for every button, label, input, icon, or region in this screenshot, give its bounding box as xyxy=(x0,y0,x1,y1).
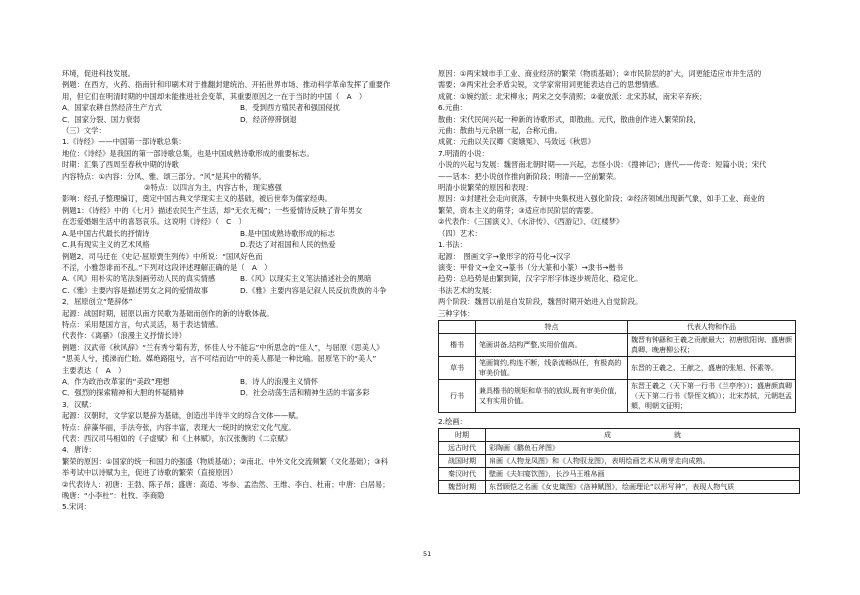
left-column xyxy=(62,68,428,513)
achievement-cell: 帛画《人物龙凤图》和《人物驭龙图》，表明绘画艺术从萌芽走向成熟。 xyxy=(486,455,800,468)
text-line: 起源：汉朝时，文学家以楚辞为基础，创造出半诗半文的综合文体——赋。 xyxy=(62,411,303,421)
text-line: 5.宋词： xyxy=(62,502,91,512)
text-line: 散曲：宋代民间兴起一种新的诗歌形式，即散曲。元代，散曲创作进入繁荣阶段， xyxy=(438,114,701,124)
text-line: ②代表诗人：初唐：王勃、陈子昂；盛唐：高适、岑参、孟浩然、王维、李白、杜甫；中唐：白居易； xyxy=(62,479,390,489)
text-line: 两个阶段：魏晋以前是自发阶段，魏晋时期开始进入自觉阶段。 xyxy=(438,297,643,307)
text-line: 书法艺术的发展： xyxy=(438,285,497,295)
answer-option: A.是中国古代最长的抒情诗 xyxy=(62,228,150,238)
text-line: 繁荣，资本主义的萌芽；③适应市民阶层的需要。 xyxy=(438,205,598,215)
achievement-cell: 彩陶画《鹳鱼石斧图》 xyxy=(486,442,800,455)
answer-options-row xyxy=(62,114,428,125)
script-works: 东晋王羲之（天下第一行书《兰亭序》）；盛唐颜真卿（天下第二行书《祭侄文稿》）；北宋苏轼，元朝赵孟頫，明朝文征明； xyxy=(628,379,796,412)
text-line: 特点：辞藻华丽，手法夸张，内容丰富，表现大一统时的恢宏文化气度。 xyxy=(62,422,296,432)
achievement-cell: 东晋顾恺之名画《女史箴图》《洛神赋图》，绘画理论“以形写神”，表现人物气质 xyxy=(486,481,800,494)
table-row xyxy=(439,481,800,494)
period-cell: 远古时代 xyxy=(439,442,486,455)
text-line: （三）文学： xyxy=(62,126,106,136)
table-row xyxy=(439,356,796,379)
achievement-cell: 壁画《夫妇宴饮图》，长沙马王堆帛画 xyxy=(486,468,800,481)
right-column xyxy=(438,68,808,494)
answer-options-row xyxy=(62,376,428,387)
text-line: 小说的兴起与发展：魏晋南北朝时期——兴起，志怪小说：《搜神记》；唐代——传奇：短篇小说；宋代 xyxy=(438,160,767,170)
answer-option: D．社会动荡生活和精神生活的丰富多彩 xyxy=(240,388,370,398)
answer-option: C．强烈的探索精神和大胆的怀疑精神 xyxy=(62,388,184,398)
answer-options-row xyxy=(62,228,428,239)
answer-options-row xyxy=(62,102,428,113)
painting-heading: 2.绘画： xyxy=(438,416,467,426)
calligraphy-table xyxy=(438,320,796,413)
text-line: 三种字体： xyxy=(438,308,475,318)
text-line: 1.《诗经》——中国第一部诗歌总集： xyxy=(62,137,186,147)
text-line: 晚唐：“小李杜”：杜牧、李商隐 xyxy=(62,491,165,501)
answer-option: D.《雅》主要内容是记叙人民反抗贵族的斗争 xyxy=(240,285,387,295)
script-feature: 兼具楷书的规矩和草书的放纵,既有审美价值，又有实用价值。 xyxy=(476,379,628,412)
page-number: 51 xyxy=(423,550,432,558)
text-line: 成就：①婉约派：北宋柳永；两宋之交李清照；②豪放派：北宋苏轼，南宋辛弃疾； xyxy=(438,91,707,101)
table-row xyxy=(439,468,800,481)
text-line: 起源：战国时期，屈原以南方民歌为基础而创作的新的诗歌体裁。 xyxy=(62,308,274,318)
text-line: 例题：在西方，火药、指南针和印刷术对于推翻封建统治、开拓世界市场、推动科学革命发挥了重要作 xyxy=(62,80,391,90)
text-line: 成就：元曲以关汉卿《窦娥冤》、马致远《秋思》 xyxy=(438,137,595,147)
answer-options-row xyxy=(62,387,428,398)
answer-option: A．作为政治改革家的“美政”理想 xyxy=(62,376,170,386)
painting-table-header xyxy=(439,429,800,442)
answer-options-row xyxy=(62,285,428,296)
script-feature: 笔画讲备,结构严整,实用价值高。 xyxy=(476,333,628,356)
text-line: 代表作：《离骚》（浪漫主义抒情长诗） xyxy=(62,331,187,341)
right-text-block xyxy=(438,68,808,319)
table-header-cell: 特点 xyxy=(476,320,628,333)
script-name: 行书 xyxy=(439,379,476,412)
text-line: 起源： 图画文字→象形字的符号化→汉字 xyxy=(438,251,571,261)
table-row xyxy=(439,442,800,455)
script-feature: 笔画简约,构连不断，线条流畅纵任，有极高的审美价值。 xyxy=(476,356,628,379)
answer-option: B．受到西方殖民者和强国侵扰 xyxy=(240,103,340,113)
period-cell: 战国时期 xyxy=(439,455,486,468)
text-line: 6.元曲： xyxy=(438,103,467,113)
answer-option: B.是中国成熟诗歌形成的标志 xyxy=(240,228,335,238)
answer-option: D．经济停滞倒退 xyxy=(240,114,297,124)
answer-option: B．诗人的浪漫主义情怀 xyxy=(240,376,318,386)
text-line: 3．汉赋： xyxy=(62,399,96,409)
text-line: 元曲：散曲与元杂剧一起，合称元曲。 xyxy=(438,126,563,136)
text-line: （四）艺术： xyxy=(438,228,482,238)
text-line: 主要表达（ A ） xyxy=(62,365,126,375)
text-line: “思美人兮，揽涕而伫眙。媒绝路阻兮，言不可结而诒”中的美人都是一种比喻。屈原笔下的“美人” xyxy=(62,354,377,364)
answer-option: C.《雅》主要内容是描述男女之间的爱情故事 xyxy=(62,285,209,295)
text-line: 需要；③两宋社会矛盾尖锐，文学家常用词更能表达自己的思想情感。 xyxy=(438,80,664,90)
period-cell: 魏晋时期 xyxy=(439,481,486,494)
text-line: 原因：①两宋城市手工业、商业经济的繁荣（物质基础）；②市民阶层的扩大，词更能适应市井生活的 xyxy=(438,69,762,78)
calligraphy-table-header xyxy=(439,320,796,333)
answer-options-row xyxy=(62,239,428,250)
answer-option: C.具有现实主义的艺术风格 xyxy=(62,240,150,250)
text-line: 时期：汇集了西周至春秋中期的诗歌 xyxy=(62,160,179,170)
text-line: 举考试中以诗赋为主，促进了诗歌的繁荣（直接原因） xyxy=(62,468,238,478)
text-line: 地位：《诗经》是我国的第一部诗歌总集，也是中国成熟诗歌形成的重要标志。 xyxy=(62,148,314,158)
text-line: 内容特点：①内容：分风、雅、颂三部分。“风”是其中的精华。 xyxy=(62,171,266,181)
table-row xyxy=(439,379,796,412)
script-works: 魏晋有钟繇和王羲之贡献最大；初唐欧阳询、盛唐颜真卿、晚唐柳公权； xyxy=(628,333,796,356)
text-line: 影响：经孔子整理编订，奠定中国古典文学现实主义的基础，被后世奉为儒家经典。 xyxy=(62,194,332,204)
answer-option: D.表达了对祖国和人民的热爱 xyxy=(240,240,336,250)
table-header-cell: 代表人物和作品 xyxy=(628,320,796,333)
text-line: ——话本：把小说创作推向新阶段；明清——空前繁荣。 xyxy=(438,171,621,181)
table-header-cell: 时期 xyxy=(439,429,486,442)
text-line: 用，但它们在明清时期的中国却未能推进社会变革，其重要原因之一在于当时的中国（ A ） xyxy=(62,91,367,101)
answer-option: A．国家农耕自然经济生产方式 xyxy=(62,103,162,113)
answer-option: A.《风》用朴实的笔法刻画劳动人民的真实情感 xyxy=(62,274,216,284)
text-line: 在恋爱婚姻生活中的喜怒哀乐。这说明《诗经》（ C ） xyxy=(62,217,246,227)
text-line: 明清小说繁荣的原因和表现： xyxy=(438,183,533,193)
text-line: 演变：甲骨文→金文→篆书（分大篆和小篆）→隶书→楷书 xyxy=(438,262,623,272)
text-line: 例题1：《诗经》中的《七月》描述农民生产生活，却“无衣无褐”；一些爱情诗反映了青年男女 xyxy=(62,205,363,215)
text-line: 趋势：总趋势是由繁到简，汉字字形字体逐步规范化、稳定化。 xyxy=(438,274,643,284)
script-works: 东晋的王羲之、王献之，盛唐的张旭、怀素等。 xyxy=(628,356,796,379)
text-line: 4．唐诗： xyxy=(62,445,96,455)
text-line: 例题2．司马迁在《史记·屈原贾生列传》中所说：“国风好色而 xyxy=(62,251,263,261)
table-row xyxy=(439,455,800,468)
text-line: 7.明清的小说： xyxy=(438,148,489,158)
answer-option: C．国家分裂、国力衰弱 xyxy=(62,114,141,124)
text-line: 不淫，小雅怨诽而不乱。”下列对这段评述理解正确的是（ A ） xyxy=(62,262,272,272)
answer-option: B.《风》以现实主义笔法描述社会的黑暗 xyxy=(240,274,372,284)
table-header-cell: 成 就 xyxy=(486,429,800,442)
table-row xyxy=(439,333,796,356)
text-line: 环境，促进科技发展。 xyxy=(62,69,135,78)
text-line: 特点：采用楚国方言，句式灵活，易于表达情感。 xyxy=(62,319,223,329)
text-line: 1.书法： xyxy=(438,240,467,250)
painting-table xyxy=(438,428,800,494)
text-line: ②特点：以四言为主，内容古朴，现实感强 xyxy=(144,183,282,193)
text-line: 繁荣的原因：①国家的统一和国力的强盛（物质基础）；②南北、中外文化交流频繁（文化基础）；③科 xyxy=(62,456,389,466)
period-cell: 秦汉时代 xyxy=(439,468,486,481)
text-line: 例题：汉武帝《秋风辞》“兰有秀兮菊有芳，怀佳人兮不能忘”中所思念的“佳人”，与屈原《思美人》 xyxy=(62,342,384,352)
table-header-cell xyxy=(439,320,476,333)
text-line: 代表：西汉司马相如的《子虚赋》和《上林赋》，东汉张衡的《二京赋》 xyxy=(62,434,292,443)
script-name: 草书 xyxy=(439,356,476,379)
text-line: 原因：①封建社会走向衰落，专制中央集权进入强化阶段；②经济领域出现新气象，如手工业、商业的 xyxy=(438,194,765,204)
answer-options-row xyxy=(62,273,428,284)
script-name: 楷书 xyxy=(439,333,476,356)
text-line: ②代表作：《三国演义》、《水浒传》、《西游记》、《红楼梦》 xyxy=(438,217,624,227)
text-line: 2．屈原创立“楚辞体” xyxy=(62,297,133,307)
